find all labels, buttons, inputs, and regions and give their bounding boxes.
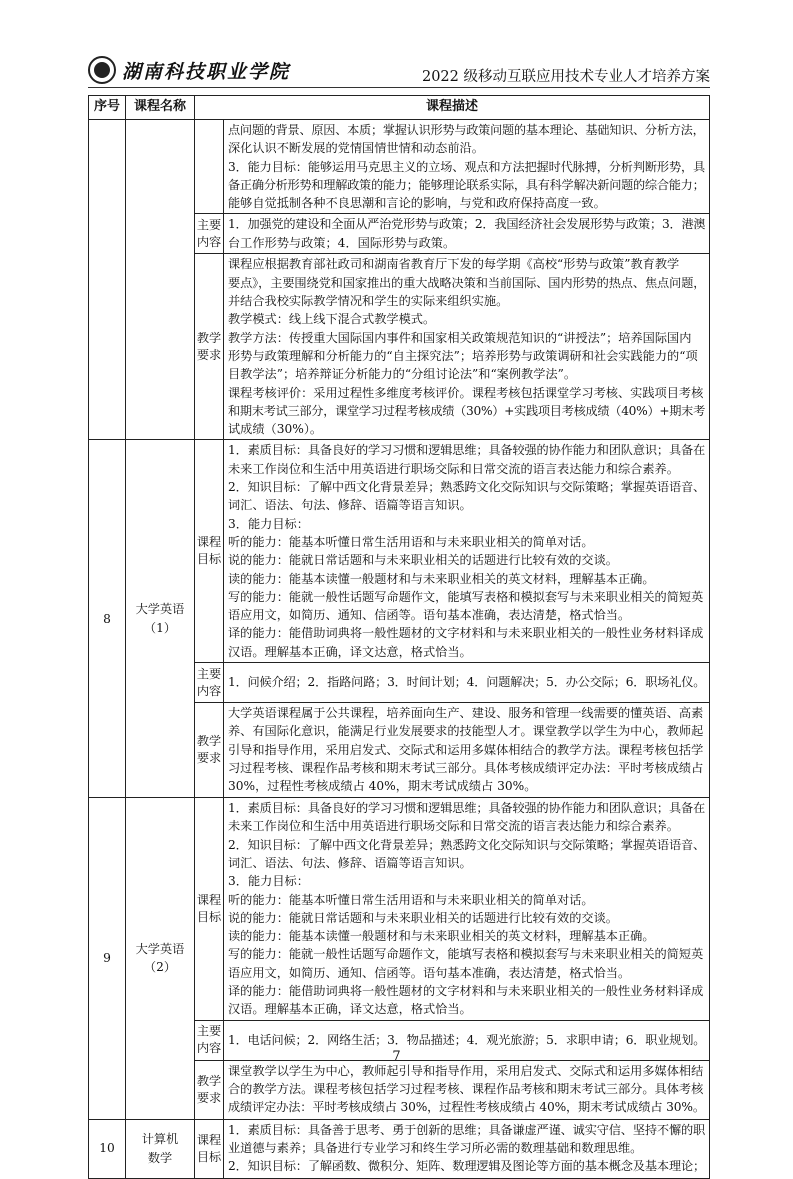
text-line: 并结合我校实际教学情况和学生的实际来组织实施。 [228,294,509,309]
text-line: 备正确分析形势和理解政策的能力；能够理论联系实际，具有科学解决新问题的综合能力； [228,177,705,192]
req-label: 教学要求 [196,330,222,362]
text-line: 课程考核评价：采用过程性多维度考核评价。课程考核包括课堂学习考核、实践项目考核 [228,385,704,400]
goal-desc [224,798,710,1021]
school-name: 湖南科技职业学院 [122,60,291,83]
text-line: 1．问候介绍；2．指路问路；3．时间计划；4．问题解决；5．办公交际；6．职场礼仪。 [228,675,705,690]
text-line: 点问题的背景、原因、本质；掌握认识形势与政策问题的基本理论、基础知识、分析方法， [228,123,705,137]
table-row [89,798,710,1021]
content-desc [224,663,710,703]
text-line: 习过程考核、课程作品考核和期末考试三部分。具体考核成绩评定办法：平时考核成绩占 [228,760,704,775]
header-divider [88,87,710,88]
text-line: 2．知识目标：了解函数、微积分、矩阵、数理逻辑及图论等方面的基本概念及基本理论； [228,1159,705,1174]
course-name-line2: 数学 [147,1150,173,1165]
text-line: 2．知识目标：了解中西文化背景差异；熟悉跨文化交际知识与交际策略；掌握英语语音、 [228,837,705,852]
goal-label-cont [195,120,224,214]
goal-label: 课程目标 [196,892,222,924]
text-line: 写的能力：能就一般性话题写命题作文，能填写表格和模拟套写与未来职业相关的简短英 [228,589,704,604]
text-line: 和期末考试三部分，课堂学习过程考核成绩（30%）+实践项目考核成绩（40%）+期末考 [228,403,705,418]
course-name-line2: （1） [143,620,177,635]
req-desc [224,703,710,798]
text-line: 听的能力：能基本听懂日常生活用语和与未来职业相关的简单对话。 [228,892,594,907]
req-desc [224,1060,710,1119]
text-line: 3．能力目标： [228,516,309,531]
text-line: 要点》，主要围绕党和国家推出的重大战略决策和当前国际、国内形势的热点、焦点问题， [228,275,705,290]
text-line: 1．加强党的建设和全面从严治党形势与政策；2．我国经济社会发展形势与政策；3．港澳 [228,217,705,232]
header-no: 序号 [89,96,126,120]
text-line: 1．电话问候；2．网络生活；3．物品描述；4．观光旅游；5．求职申请；6．职业规划。 [228,1032,705,1047]
table-row [89,440,710,663]
text-line: 课堂教学以学生为中心，教师起引导和指导作用，采用启发式、交际式和运用多媒体相结 [228,1063,704,1078]
text-line: 能够自觉抵制各种不良思潮和言论的影响，与党和政府保持高度一致。 [228,196,606,211]
text-line: 台工作形势与政策；4．国际形势与政策。 [228,235,456,250]
text-line: 说的能力：能就日常话题和与未来职业相关的话题进行比较有效的交谈。 [228,910,618,925]
course-name [126,440,195,798]
course-name [126,798,195,1120]
goal-desc [224,120,710,214]
content-label: 主要内容 [196,217,222,249]
school-seal-icon [88,56,116,84]
text-line: 说的能力：能就日常话题和与未来职业相关的话题进行比较有效的交谈。 [228,553,618,568]
content-desc [224,214,710,254]
text-line: 引导和指导作用，采用启发式、交际式和运用多媒体相结合的教学方法。课程考核包括学 [228,742,704,757]
document-title: 2022 级移动互联应用技术专业人才培养方案 [421,69,710,85]
text-line: 30%，过程性考核成绩占 40%，期末考试成绩占 30%。 [228,779,537,794]
text-line: 写的能力：能就一般性话题写命题作文，能填写表格和模拟套写与未来职业相关的简短英 [228,947,704,962]
header-desc: 课程描述 [195,96,710,120]
req-label: 教学要求 [196,734,222,766]
text-line: 译的能力：能借助词典将一般性题材的文字材料和与未来职业相关的一般性业务材料译成 [228,626,704,641]
row-no: 9 [89,798,126,1120]
goal-label: 课程目标 [196,535,222,567]
text-line: 读的能力：能基本读懂一般题材和与未来职业相关的英文材料，理解基本正确。 [228,929,655,944]
text-line: 3．能力目标： [228,874,309,889]
text-line: 1．素质目标：具备善于思考、勇于创新的思维；具备谦虚严谨、诚实守信、坚持不懈的职 [228,1122,705,1137]
course-name-line1: 计算机 [141,1132,179,1147]
course-name-line1: 大学英语 [135,602,185,617]
text-line: 成绩评定办法：平时考核成绩占 30%，过程性考核成绩占 40%，期末考试成绩占 30%。 [228,1100,705,1115]
text-line: 未来工作岗位和生活中用英语进行职场交际和日常交流的语言表达能力和综合素养。 [228,461,679,476]
text-line: 深化认识不断发展的党情国情世情和动态前沿。 [228,141,484,156]
text-line: 1．素质目标：具备良好的学习习惯和逻辑思维；具备较强的协作能力和团队意识；具备在 [228,801,705,816]
course-name [126,1119,195,1178]
req-desc [224,254,710,440]
text-line: 业道德与素养；具备进行专业学习和终生学习所必需的数理基础和数理思维。 [228,1140,643,1155]
table-row [89,120,710,214]
text-line: 形势与政策理解和分析能力的“自主探究法”；培养形势与政策调研和社会实践能力的“项 [228,348,698,363]
text-line: 3．能力目标：能够运用马克思主义的立场、观点和方法把握时代脉搏，分析判断形势，具 [228,159,705,174]
text-line: 听的能力：能基本听懂日常生活用语和与未来职业相关的简单对话。 [228,534,594,549]
course-table [88,95,710,1179]
text-line: 大学英语课程属于公共课程，培养面向生产、建设、服务和管理一线需要的懂英语、高素 [228,706,704,721]
goal-desc [224,1119,710,1178]
row-no: 8 [89,440,126,798]
row-no-cont [89,120,126,440]
text-line: 语应用文，如简历、通知、信函等。语句基本准确，表达清楚，格式恰当。 [228,965,631,980]
goal-desc [224,440,710,663]
content-label: 主要内容 [196,1024,222,1056]
school-logo [88,56,290,84]
text-line: 1．素质目标：具备良好的学习习惯和逻辑思维；具备较强的协作能力和团队意识；具备在 [228,443,705,458]
content-label: 主要内容 [196,666,222,698]
text-line: 教学方法：传授重大国际国内事件和国家相关政策规范知识的“讲授法”；培养国际国内 [228,330,692,345]
text-line: 合的教学方法。课程考核包括学习过程考核、课程作品考核和期末考试三部分。具体考核 [228,1081,704,1096]
text-line: 词汇、语法、句法、修辞、语篇等语言知识。 [228,855,472,870]
text-line: 课程应根据教育部社政司和湖南省教育厅下发的每学期《高校“形势与政策”教育教学 [228,257,680,272]
text-line: 2．知识目标：了解中西文化背景差异；熟悉跨文化交际知识与交际策略；掌握英语语音、 [228,480,705,495]
text-line: 试成绩（30%）。 [228,422,323,437]
goal-label: 课程目标 [196,1132,222,1164]
row-name-cont [126,120,195,440]
text-line: 译的能力：能借助词典将一般性题材的文字材料和与未来职业相关的一般性业务材料译成 [228,984,704,999]
text-line: 汉语。理解基本正确，译文达意，格式恰当。 [228,644,472,659]
table-row [89,1119,710,1178]
page-header [88,56,710,90]
page-number: 7 [392,1049,401,1064]
course-name-line2: （2） [143,960,177,975]
text-line: 教学模式：线上线下混合式教学模式。 [228,312,436,327]
text-line: 目教学法”；培养辩证分析能力的“分组讨论法”和“案例教学法”。 [228,367,577,382]
text-line: 未来工作岗位和生活中用英语进行职场交际和日常交流的语言表达能力和综合素养。 [228,819,679,834]
text-line: 词汇、语法、句法、修辞、语篇等语言知识。 [228,498,472,513]
text-line: 读的能力：能基本读懂一般题材和与未来职业相关的英文材料，理解基本正确。 [228,571,655,586]
row-no: 10 [89,1119,126,1178]
course-name-line1: 大学英语 [135,942,185,957]
table-header-row [89,96,710,120]
text-line: 语应用文，如简历、通知、信函等。语句基本准确，表达清楚，格式恰当。 [228,608,631,623]
text-line: 汉语。理解基本正确，译文达意，格式恰当。 [228,1002,472,1017]
header-name: 课程名称 [126,96,195,120]
text-line: 养、有国际化意识，能满足行业发展要求的技能型人才。课堂教学以学生为中心，教师起 [228,724,704,739]
req-label: 教学要求 [196,1073,222,1105]
